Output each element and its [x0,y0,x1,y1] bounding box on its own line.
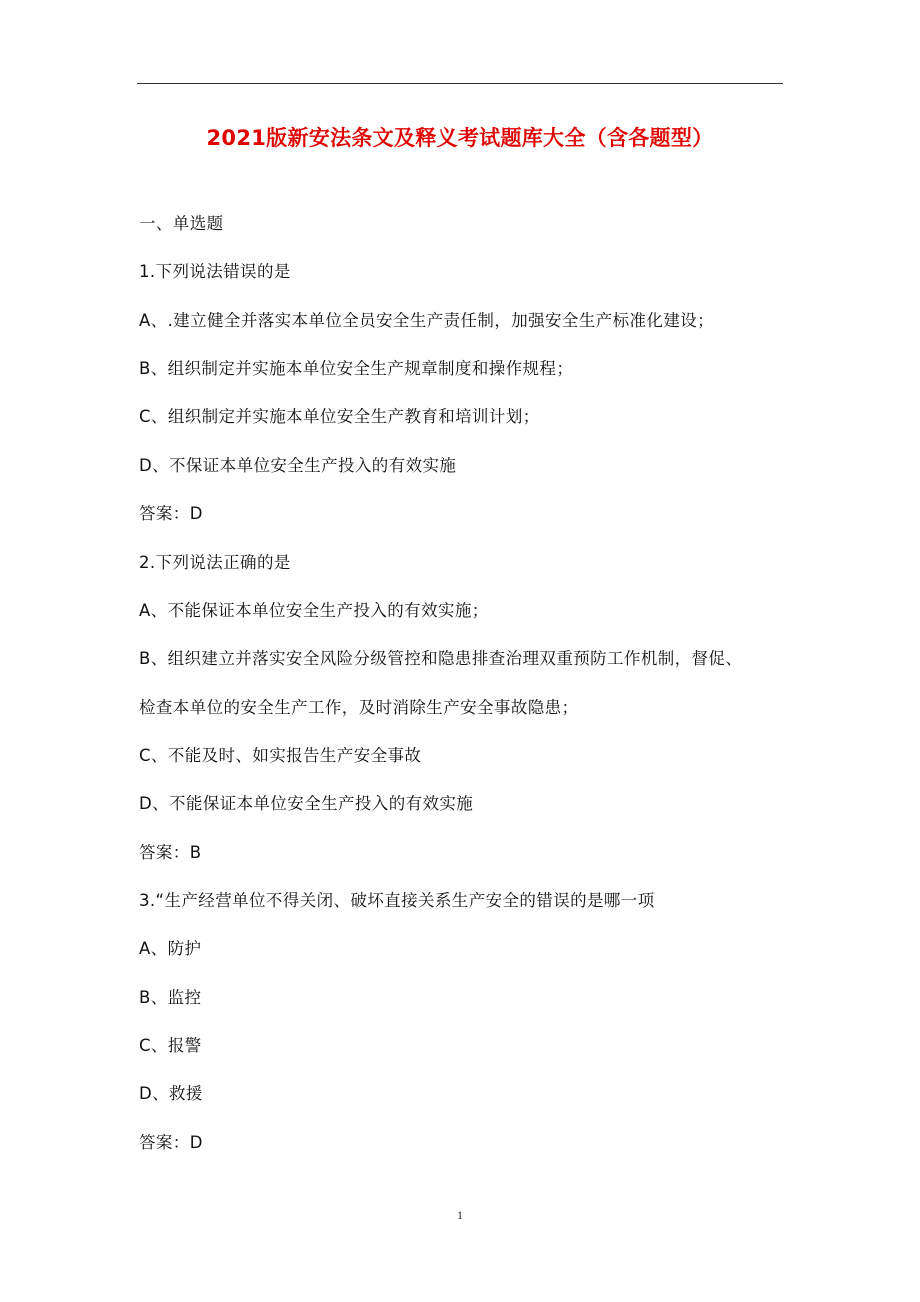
page-number: 1 [457,1208,463,1222]
question-3-option-a: A、防护 [139,939,202,958]
question-2-option-b: B、组织建立并落实安全风险分级管控和隐患排查治理双重预防工作机制，督促、 [139,649,743,668]
question-3-option-d: D、救援 [139,1084,203,1103]
question-2-option-a: A、不能保证本单位安全生产投入的有效实施； [139,601,489,620]
question-3-answer: 答案：D [139,1133,203,1152]
question-1-option-a: A、.建立健全并落实本单位全员安全生产责任制，加强安全生产标准化建设； [139,311,715,330]
question-2-stem: 2.下列说法正确的是 [139,553,291,572]
document-title: 2021版新安法条文及释义考试题库大全（含各题型） [206,126,714,150]
question-1-stem: 1.下列说法错误的是 [139,262,291,281]
header-rule [137,83,783,84]
question-1-answer: 答案：D [139,504,203,523]
question-3-stem: 3.“生产经营单位不得关闭、破坏直接关系生产安全的错误的是哪一项 [139,891,655,910]
section-heading: 一、单选题 [139,214,224,233]
question-2-option-c: C、不能及时、如实报告生产安全事故 [139,746,422,765]
question-2-answer: 答案：B [139,843,202,862]
question-2-option-b-continued: 检查本单位的安全生产工作，及时消除生产安全事故隐患； [139,698,579,717]
question-1-option-c: C、组织制定并实施本单位安全生产教育和培训计划； [139,407,540,426]
question-1-option-b: B、组织制定并实施本单位安全生产规章制度和操作规程； [139,359,574,378]
question-3-option-b: B、监控 [139,988,202,1007]
question-3-option-c: C、报警 [139,1036,202,1055]
question-1-option-d: D、不保证本单位安全生产投入的有效实施 [139,456,457,475]
question-2-option-d: D、不能保证本单位安全生产投入的有效实施 [139,794,474,813]
